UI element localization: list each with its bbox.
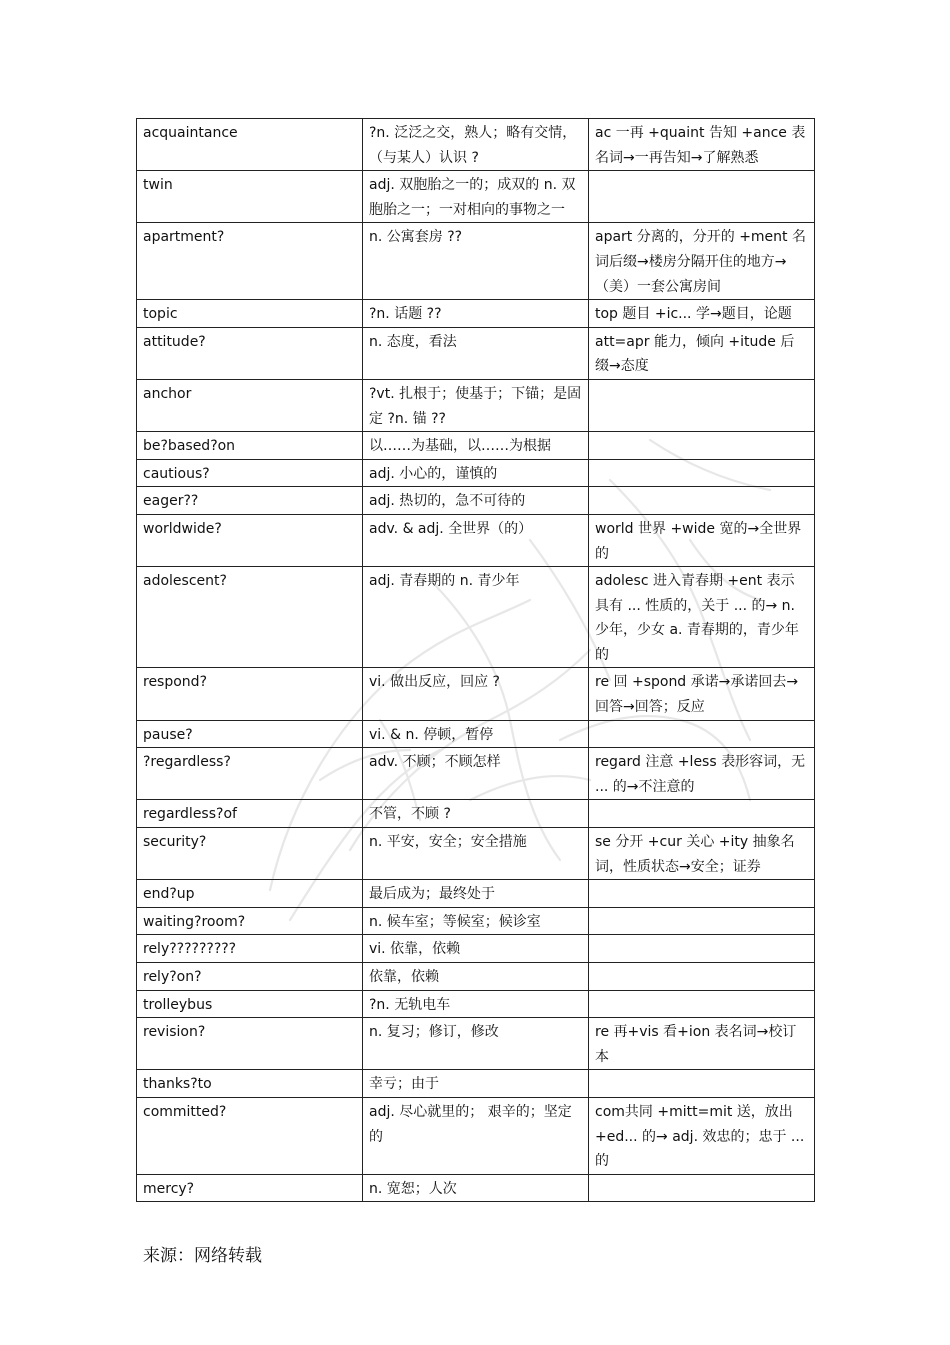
word-cell: acquaintance	[137, 119, 363, 171]
word-cell: mercy?	[137, 1174, 363, 1202]
meaning-cell: adv. & adj. 全世界（的）	[363, 514, 589, 566]
table-row	[137, 800, 815, 828]
word-cell: topic	[137, 300, 363, 328]
table-row	[137, 379, 815, 431]
word-cell: eager??	[137, 487, 363, 515]
word-cell: waiting?room?	[137, 907, 363, 935]
table-row	[137, 327, 815, 379]
table-row	[137, 935, 815, 963]
table-row	[137, 567, 815, 668]
meaning-cell: adj. 尽心就里的； 艰辛的；坚定的	[363, 1097, 589, 1174]
etymology-cell: com共同 +mitt=mit 送，放出 +ed... 的→ adj. 效忠的；忠于 ... 的	[589, 1097, 815, 1174]
meaning-cell: ?n. 话题 ??	[363, 300, 589, 328]
meaning-cell: 最后成为；最终处于	[363, 880, 589, 908]
word-cell: apartment?	[137, 223, 363, 300]
table-row	[137, 907, 815, 935]
etymology-cell	[589, 432, 815, 460]
word-cell: end?up	[137, 880, 363, 908]
table-row	[137, 828, 815, 880]
vocabulary-table	[136, 118, 815, 1202]
word-cell: be?based?on	[137, 432, 363, 460]
table-row	[137, 963, 815, 991]
table-row	[137, 459, 815, 487]
meaning-cell: adj. 双胞胎之一的；成双的 n. 双胞胎之一；一对相向的事物之一	[363, 171, 589, 223]
etymology-cell	[589, 1070, 815, 1098]
etymology-cell	[589, 171, 815, 223]
table-row	[137, 1097, 815, 1174]
word-cell: regardless?of	[137, 800, 363, 828]
etymology-cell	[589, 800, 815, 828]
etymology-cell: adolesc 进入青春期 +ent 表示具有 ... 性质的，关于 ... 的→ n. 少年，少女 a. 青春期的，青少年的	[589, 567, 815, 668]
meaning-cell: vi. & n. 停顿，暂停	[363, 720, 589, 748]
meaning-cell: n. 复习；修订，修改	[363, 1018, 589, 1070]
etymology-cell	[589, 935, 815, 963]
etymology-cell	[589, 990, 815, 1018]
meaning-cell: n. 态度，看法	[363, 327, 589, 379]
word-cell: ?regardless?	[137, 748, 363, 800]
word-cell: rely?????????	[137, 935, 363, 963]
etymology-cell: world 世界 +wide 宽的→全世界的	[589, 514, 815, 566]
table-row	[137, 720, 815, 748]
etymology-cell: att=apr 能力，倾向 +itude 后缀→态度	[589, 327, 815, 379]
table-row	[137, 514, 815, 566]
table-row	[137, 990, 815, 1018]
word-cell: cautious?	[137, 459, 363, 487]
table-row	[137, 880, 815, 908]
word-cell: trolleybus	[137, 990, 363, 1018]
meaning-cell: n. 公寓套房 ??	[363, 223, 589, 300]
meaning-cell: adv. 不顾；不顾怎样	[363, 748, 589, 800]
table-row	[137, 1018, 815, 1070]
etymology-cell: ac 一再 +quaint 告知 +ance 表名词→一再告知→了解熟悉	[589, 119, 815, 171]
meaning-cell: adj. 小心的，谨慎的	[363, 459, 589, 487]
meaning-cell: vi. 依靠，依赖	[363, 935, 589, 963]
word-cell: thanks?to	[137, 1070, 363, 1098]
word-cell: twin	[137, 171, 363, 223]
word-cell: revision?	[137, 1018, 363, 1070]
meaning-cell: ?n. 泛泛之交，熟人；略有交情，（与某人）认识 ?	[363, 119, 589, 171]
meaning-cell: adj. 热切的，急不可待的	[363, 487, 589, 515]
meaning-cell: ?vt. 扎根于；使基于；下锚；是固定 ?n. 锚 ??	[363, 379, 589, 431]
table-row	[137, 223, 815, 300]
word-cell: security?	[137, 828, 363, 880]
etymology-cell: re 再+vis 看+ion 表名词→校订本	[589, 1018, 815, 1070]
word-cell: committed?	[137, 1097, 363, 1174]
word-cell: rely?on?	[137, 963, 363, 991]
table-row	[137, 171, 815, 223]
meaning-cell: n. 候车室；等候室；候诊室	[363, 907, 589, 935]
table-row	[137, 668, 815, 720]
etymology-cell	[589, 1174, 815, 1202]
word-cell: anchor	[137, 379, 363, 431]
word-cell: pause?	[137, 720, 363, 748]
source-note: 来源：网络转载	[143, 1246, 262, 1266]
etymology-cell	[589, 880, 815, 908]
etymology-cell: re 回 +spond 承诺→承诺回去→回答→回答；反应	[589, 668, 815, 720]
etymology-cell: top 题目 +ic... 学→题目，论题	[589, 300, 815, 328]
table-row	[137, 432, 815, 460]
word-cell: respond?	[137, 668, 363, 720]
meaning-cell: 依靠，依赖	[363, 963, 589, 991]
table-row	[137, 748, 815, 800]
meaning-cell: 以……为基础，以……为根据	[363, 432, 589, 460]
table-row	[137, 119, 815, 171]
word-cell: attitude?	[137, 327, 363, 379]
etymology-cell	[589, 907, 815, 935]
meaning-cell: n. 宽恕；人次	[363, 1174, 589, 1202]
meaning-cell: adj. 青春期的 n. 青少年	[363, 567, 589, 668]
table-row	[137, 1070, 815, 1098]
etymology-cell	[589, 487, 815, 515]
table-row	[137, 300, 815, 328]
etymology-cell	[589, 963, 815, 991]
table-row	[137, 1174, 815, 1202]
meaning-cell: vi. 做出反应，回应 ?	[363, 668, 589, 720]
meaning-cell: ?n. 无轨电车	[363, 990, 589, 1018]
word-cell: worldwide?	[137, 514, 363, 566]
table-row	[137, 487, 815, 515]
etymology-cell: se 分开 +cur 关心 +ity 抽象名词，性质状态→安全；证券	[589, 828, 815, 880]
etymology-cell	[589, 379, 815, 431]
word-cell: adolescent?	[137, 567, 363, 668]
vocabulary-table-body	[137, 119, 815, 1202]
meaning-cell: n. 平安，安全；安全措施	[363, 828, 589, 880]
etymology-cell	[589, 459, 815, 487]
meaning-cell: 幸亏；由于	[363, 1070, 589, 1098]
etymology-cell	[589, 720, 815, 748]
etymology-cell: regard 注意 +less 表形容词，无 ... 的→不注意的	[589, 748, 815, 800]
meaning-cell: 不管，不顾 ?	[363, 800, 589, 828]
etymology-cell: apart 分离的，分开的 +ment 名词后缀→楼房分隔开住的地方→（美）一套公寓房间	[589, 223, 815, 300]
